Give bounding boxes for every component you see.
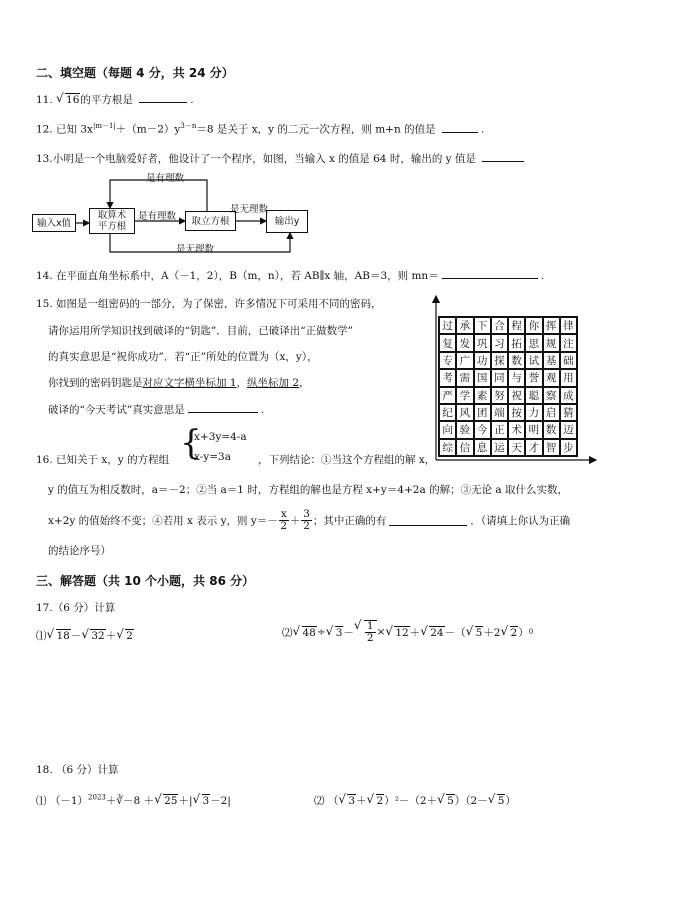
fraction-x-over-2: $\frac{x}{2}$ [280, 508, 288, 532]
system-eq-2: x-y=3a [194, 451, 231, 463]
cipher-cell: 发 [456, 334, 473, 351]
cipher-cell: 巩 [474, 334, 491, 351]
question-16-line-4: 的结论序号） [48, 545, 111, 557]
question-17-part-1: ⑴√ 18－√ 32＋√ 2 [36, 628, 134, 643]
cipher-cell: 天 [508, 439, 525, 456]
cipher-cell: 功 [474, 352, 491, 369]
cipher-cell: 力 [525, 404, 542, 421]
question-15-line-1: 15. 如图是一组密码的一部分，为了保密，许多情况下可采用不同的密码， [36, 298, 382, 310]
cipher-cell: 考 [439, 369, 456, 386]
cipher-cell: 承 [456, 317, 473, 334]
cipher-cell: 观 [543, 369, 560, 386]
question-18-part-1: ⑴ $(-1)^{2023}+∛-8$ ＋√ 25＋|√ 3－2| [36, 793, 231, 808]
flow-label-irrational-bottom: 是无理数 [176, 244, 215, 255]
question-number: 11. [36, 94, 53, 106]
cipher-cell: 国 [474, 369, 491, 386]
cipher-cell: 注 [560, 334, 577, 351]
cipher-cell: 聪 [525, 387, 542, 404]
system-eq-1: x+3y=4-a [194, 431, 247, 443]
flow-label-rational-mid: 是有理数 [138, 211, 177, 222]
cipher-cell: 今 [474, 421, 491, 438]
cipher-cell: 用 [560, 369, 577, 386]
cipher-cell: 过 [439, 317, 456, 334]
cipher-cell: 程 [508, 317, 525, 334]
flow-label-rational-top: 是有理数 [146, 173, 185, 184]
question-text: 的平方根是 [80, 94, 133, 106]
fraction-3-over-2: $\frac{3}{2}$ [303, 508, 310, 532]
cipher-cell: 步 [560, 439, 577, 456]
cipher-cell: 启 [543, 404, 560, 421]
cipher-cell: 按 [508, 404, 525, 421]
question-13: 13.小明是一个电脑爱好者，他设计了一个程序，如图，当输入 x 的值是 64 时，输出的 y 值是 [36, 151, 527, 166]
cipher-cell: 严 [439, 387, 456, 404]
question-17-title: 17.（6 分）计算 [36, 602, 116, 614]
question-12: 12. 已知 $3x^{|m-1|}+(m-2)y^{3-n}=8$ 是关于 x，y 的二元一次方程，则 m+n 的值是 . [36, 122, 485, 136]
flow-label-irrational-right: 是无理数 [230, 204, 269, 215]
cipher-cell: 律 [560, 317, 577, 334]
question-18-part-2: ⑵ （√ 3＋√ 2）²－（2＋√ 5）（2－√ 5） [314, 793, 516, 808]
cipher-cell: 挥 [543, 317, 560, 334]
cipher-cell: 广 [456, 352, 473, 369]
question-14: 14. 在平面直角坐标系中，A（－1，2），B（m，n），若 AB∥x 轴，AB＝3，则 mn＝ . [36, 270, 545, 282]
cipher-cell: 数 [543, 421, 560, 438]
question-16-line-1: 16. 已知关于 x，y 的方程组 [36, 454, 170, 466]
cipher-cell: 数 [508, 352, 525, 369]
cipher-cell: 试 [525, 352, 542, 369]
cipher-cell: 思 [525, 334, 542, 351]
flow-input-box: 输入x值 [32, 214, 76, 232]
question-15-line-4: 你找到的密码钥匙是对应文字横坐标加 1，纵坐标加 2， [48, 377, 310, 389]
cipher-cell: 端 [491, 404, 508, 421]
question-17-part-2: ⑵ √ 48 ÷ √ 3 － √ $\frac{1}{2}$ × √ 12 ＋ √ 24 －（ √ 5 ＋2 √ 2 ） 0 [282, 620, 533, 644]
cipher-grid [438, 316, 578, 457]
cipher-cell: 复 [439, 334, 456, 351]
cipher-cell: 同 [491, 369, 508, 386]
cipher-cell: 才 [525, 439, 542, 456]
cipher-cell: 综 [439, 439, 456, 456]
question-15-line-2: 请你运用所学知识找到破译的“钥匙”．目前，已破译出“正做数学” [48, 325, 353, 337]
cipher-cell: 团 [474, 404, 491, 421]
flow-cbrt-box: 取立方根 [185, 211, 236, 231]
cipher-cell: 需 [456, 369, 473, 386]
flow-output-box: 输出y [266, 210, 308, 233]
cipher-cell: 明 [525, 421, 542, 438]
cipher-cell: 素 [474, 387, 491, 404]
cipher-cell: 正 [491, 421, 508, 438]
question-16-line-1b: ，下列结论：①当这个方程组的解 x， [258, 454, 436, 466]
cipher-cell: 祝 [508, 387, 525, 404]
cipher-cell: 誉 [525, 369, 542, 386]
question-16-line-2: y 的值互为相反数时，a＝－2；②当 a＝1 时，方程组的解也是方程 x+y＝4+2a 的解；③无论 a 取什么实数， [48, 484, 569, 496]
cipher-cell: 努 [491, 387, 508, 404]
cipher-cell: 础 [560, 352, 577, 369]
sqrt-expression: √ 16 [56, 93, 80, 106]
cipher-cell: 向 [439, 421, 456, 438]
cipher-cell: 你 [525, 317, 542, 334]
cipher-cell: 信 [456, 439, 473, 456]
cipher-cell: 验 [456, 421, 473, 438]
cipher-cell: 学 [456, 387, 473, 404]
cipher-cell: 习 [491, 334, 508, 351]
cipher-cell: 纪 [439, 404, 456, 421]
cipher-cell: 风 [456, 404, 473, 421]
cipher-cell: 成 [560, 387, 577, 404]
question-16-line-3: x+2y 的值始终不变；④若用 x 表示 y，则 y＝－ $\frac{x}{2}$ ＋ $\frac{3}{2}$ ；其中正确的有 ．（请填上你认为正确 [48, 508, 571, 532]
cipher-cell: 息 [474, 439, 491, 456]
cipher-cell: 智 [543, 439, 560, 456]
answer-blank[interactable] [389, 515, 467, 526]
cipher-cell: 探 [491, 352, 508, 369]
flow-sqrt-box: 取算术 平方根 [89, 208, 135, 234]
cipher-cell: 运 [491, 439, 508, 456]
cipher-cell: 合 [491, 317, 508, 334]
question-15-line-5: 破译的“今天考试”真实意思是 . [48, 404, 265, 416]
question-11: 11. √ 16的平方根是 . [36, 92, 194, 107]
cipher-cell: 与 [508, 369, 525, 386]
cipher-cell: 基 [543, 352, 560, 369]
cipher-cell: 拓 [508, 334, 525, 351]
cipher-cell: 下 [474, 317, 491, 334]
cipher-cell: 迈 [560, 421, 577, 438]
cipher-cell: 专 [439, 352, 456, 369]
cipher-cell: 察 [543, 387, 560, 404]
question-15-line-3: 的真实意思是“祝你成功”．若“正”所处的位置为（x，y）， [48, 351, 318, 363]
system-brace: { [180, 423, 202, 463]
section-3-heading: 三、解答题（共 10 个小题，共 86 分） [36, 574, 255, 588]
cipher-cell: 术 [508, 421, 525, 438]
cipher-cell: 猜 [560, 404, 577, 421]
cipher-cell: 规 [543, 334, 560, 351]
section-2-heading: 二、填空题（每题 4 分，共 24 分） [36, 66, 234, 80]
question-18-title: 18. （6 分）计算 [36, 764, 119, 776]
